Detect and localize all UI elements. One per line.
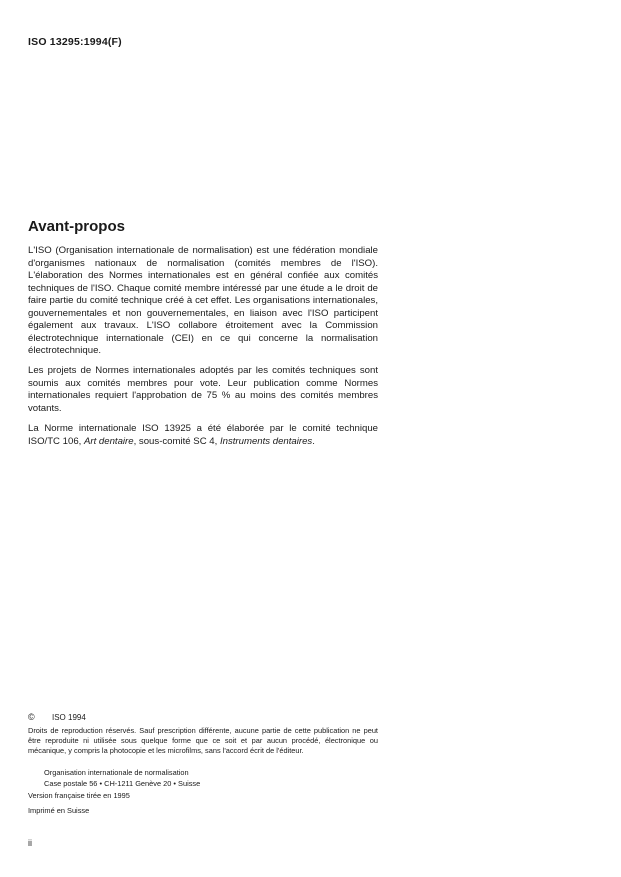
subcommittee-title: Instruments dentaires bbox=[219, 435, 313, 447]
foreword-paragraph-2: Les projets de Normes internationales adoptés par les comités techniques sont soumis aux comités membres pour vote. Leur publication comme Normes internationales requiert l'approbation de 75 % au moins des comités membres votants. bbox=[28, 365, 378, 414]
postal-address: Case postale 56 • CH-1211 Genève 20 • Suisse bbox=[44, 778, 201, 788]
organization-name: Organisation internationale de normalisation bbox=[44, 768, 189, 777]
copyright-notice bbox=[28, 712, 86, 722]
paragraph-3-text-c: . bbox=[312, 435, 315, 447]
rights-statement: Droits de reproduction réservés. Sauf prescription différente, aucune partie de cette publication ne peut être reproduite ni utilisée sous quelque forme que ce soit et par aucun procédé, électronique ou mécanique, y compris la photocopie et les microfilms, sans l'accord écrit de l'éditeur. bbox=[28, 726, 378, 756]
printed-in-note: Imprimé en Suisse bbox=[28, 806, 90, 815]
paragraph-3-text-a: La Norme internationale ISO 13925 a été élaborée par le comité technique ISO/TC 106, bbox=[28, 423, 378, 447]
section-title: Avant-propos bbox=[28, 218, 125, 235]
version-note: Version française tirée en 1995 bbox=[28, 791, 130, 800]
paragraph-3-text-b: , sous-comité SC 4, bbox=[133, 435, 220, 447]
foreword-paragraph-1: L'ISO (Organisation internationale de normalisation) est une fédération mondiale d'organismes nationaux de normalisation (comités membres de l'ISO). L'élaboration des Normes internationales est en général confiée aux comités techniques de l'ISO. Chaque comité membre intéressé par une étude a le droit de faire partie du comité technique créé à cet effet. Les organisations internationales, gouvernementales et non gouvernementales, en liaison avec l'ISO participent également aux travaux. L'ISO collabore étroitement avec la Commission électrotechnique internationale (CEI) en ce qui concerne la normalisation électrotechnique. bbox=[28, 245, 378, 356]
committee-title: Art dentaire bbox=[83, 435, 134, 447]
document-reference: ISO 13295:1994(F) bbox=[28, 36, 122, 48]
organization-address bbox=[44, 768, 200, 789]
page-number: ii bbox=[28, 838, 32, 848]
copyright-text: ISO 1994 bbox=[52, 712, 86, 722]
copyright-icon: © bbox=[28, 712, 35, 722]
foreword-paragraph-3 bbox=[28, 423, 378, 448]
